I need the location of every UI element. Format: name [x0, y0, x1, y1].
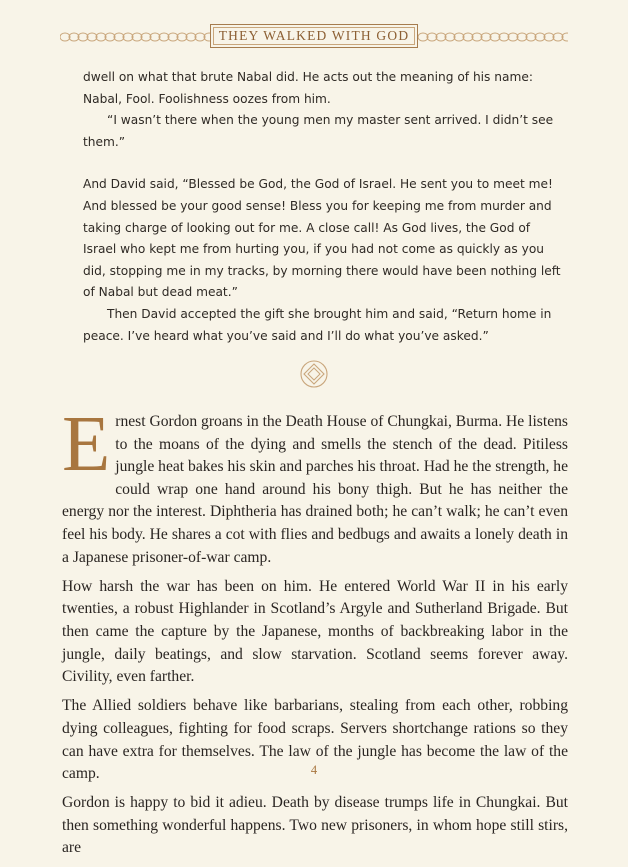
- chapter-body: [62, 401, 568, 867]
- left-chain-ornament: [60, 31, 210, 43]
- body-paragraph: How harsh the war has been on him. He entered World War II in his early twenties, a robust Highlander in Scotland’s Argyle and Sutherland Brigade. But then came the capture by the Japanese, months of backbreaking labor in the jungle, daily beatings, and slow starvation. Scotland seems forever away. Civility, even farther.: [62, 577, 568, 686]
- scripture-paragraph: Then David accepted the gift she brought him and said, “Return home in peace. I’ve heard what you’ve said and I’ll do what you’ve asked.”: [83, 306, 552, 343]
- scripture-paragraph: “I wasn’t there when the young men my master sent arrived. I didn’t see them.”: [83, 113, 554, 149]
- right-chain-ornament: [418, 31, 568, 43]
- scripture-passage: [83, 67, 563, 347]
- body-paragraph-text: rnest Gordon groans in the Death House of Chungkai, Burma. He listens to the moans of the dying and smells the stench of the dead. Pitiless jungle heat bakes his skin and parches his throat. Had he the strength, he could wrap one hand around his bony thigh. But he has neither the energy nor the interest. Diphtheria has drained both; he can’t walk; he can’t even feel his body. He shares a cot with flies and bedbugs and awaits a lonely death in a Japanese prisoner-of-war camp.: [62, 413, 568, 566]
- scripture-paragraph: dwell on what that brute Nabal did. He acts out the meaning of his name: Nabal, Fool. Foolishness oozes from him.: [83, 70, 533, 106]
- header-title-box: [210, 24, 418, 48]
- body-paragraph: The Allied soldiers behave like barbarians, stealing from each other, robbing dying colleagues, fighting for food scraps. Servers shortchange rations so they can have extra for themselves. The law of the jungle has become the law of the camp.: [62, 697, 568, 783]
- running-header: [60, 22, 568, 52]
- body-paragraph: Gordon is happy to bid it adieu. Death by disease trumps life in Chungkai. But then something wonderful happens. Two new prisoners, in whom hope still stirs, are: [62, 794, 568, 857]
- page-header-title: THEY WALKED WITH GOD: [218, 28, 410, 43]
- page-number: 4: [310, 763, 318, 777]
- diamond-circle-ornament-icon: [299, 359, 329, 389]
- body-paragraph: [62, 401, 568, 569]
- scripture-paragraph: And David said, “Blessed be God, the God of Israel. He sent you to meet me! And blessed be your good sense! Bless you for keeping me from murder and taking charge of looking out for me. A close call! As God lives, the God of Israel who kept me from hurting you, if you had not come as quickly as you did, stopping me in my tracks, by morning there would have been nothing left of Nabal but dead meat.”: [83, 177, 561, 300]
- drop-cap: E: [62, 401, 111, 488]
